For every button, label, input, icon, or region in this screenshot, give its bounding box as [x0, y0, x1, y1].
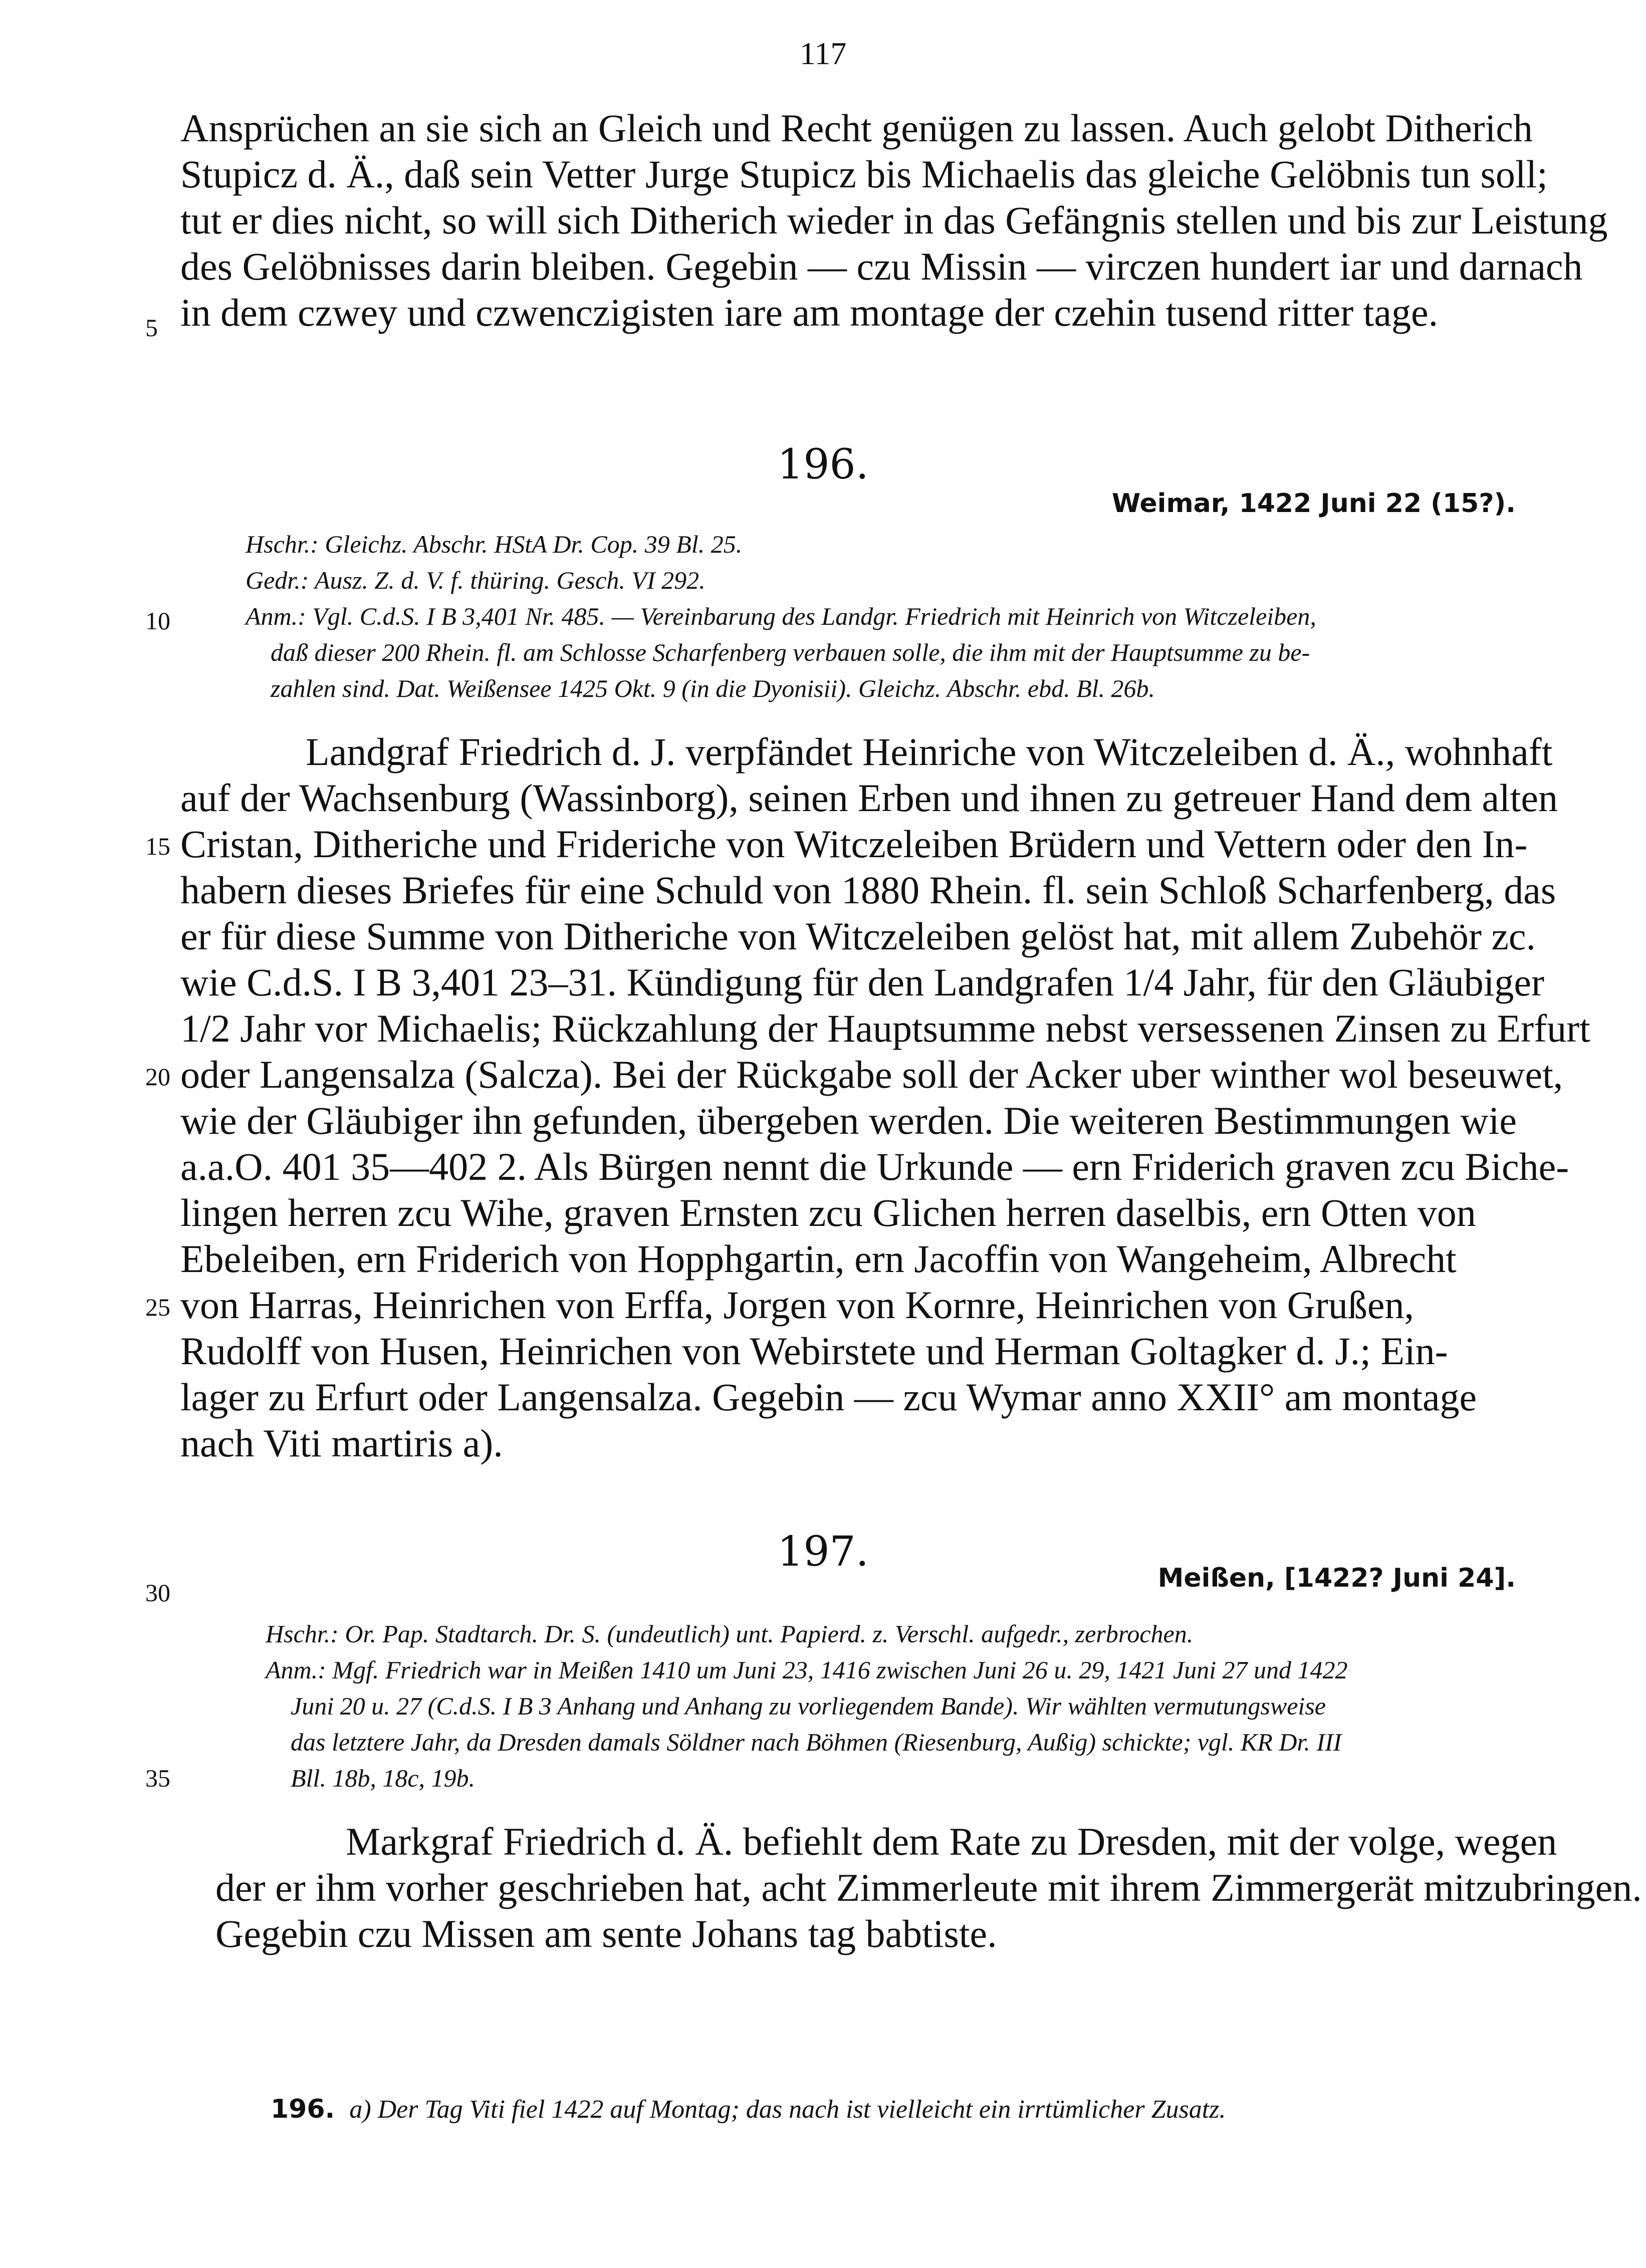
text-line: lager zu Erfurt oder Langensalza. Gegebin — zcu Wymar anno XXII° am montage: [180, 1375, 1477, 1419]
text-line: nach Viti martiris a).: [180, 1421, 503, 1465]
note-line: daß dieser 200 Rhein. fl. am Schlosse Scharfenberg verbauen solle, die ihm mit der Hauptsumme zu be-: [271, 638, 1310, 666]
text-line: Cristan, Ditheriche und Frideriche von Witczeleiben Brüdern und Vettern oder den In-: [180, 822, 1528, 866]
text-line: der er ihm vorher geschrieben hat, acht Zimmerleute mit ihrem Zimmergerät mitzubringen.: [215, 1866, 1642, 1909]
note-line: Gedr.: Ausz. Z. d. V. f. thüring. Gesch. VI 292.: [246, 566, 706, 594]
document-number: 197.: [777, 1528, 869, 1576]
note-line: Bll. 18b, 18c, 19b.: [291, 1764, 476, 1792]
footnote-reference: 196.: [271, 2094, 335, 2124]
text-line: Ansprüchen an sie sich an Gleich und Recht genügen zu lassen. Auch gelobt Ditherich: [180, 106, 1533, 150]
document-place-date: Weimar, 1422 Juni 22 (15?).: [1111, 488, 1516, 519]
note-line: Hschr.: Or. Pap. Stadtarch. Dr. S. (undeutlich) unt. Papierd. z. Verschl. aufgedr., zerbrochen.: [266, 1620, 1194, 1648]
text-line: a.a.O. 401 35—402 2. Als Bürgen nennt die Urkunde — ern Friderich graven zcu Biche-: [180, 1145, 1569, 1188]
note-line: Juni 20 u. 27 (C.d.S. I B 3 Anhang und Anhang zu vorliegendem Bande). Wir wählten vermutungsweise: [291, 1692, 1326, 1720]
text-line: oder Langensalza (Salcza). Bei der Rückgabe soll der Acker uber winther wol beseuwet,: [180, 1053, 1563, 1096]
text-line: lingen herren zcu Wihe, graven Ernsten zcu Glichen herren daselbis, ern Otten von: [180, 1191, 1476, 1234]
page-number: 117: [799, 36, 847, 71]
document-regest: [180, 729, 1590, 1466]
document-regest: [215, 1819, 1642, 1957]
document-notes: [246, 526, 1528, 706]
text-line: Landgraf Friedrich d. J. verpfändet Heinriche von Witczeleiben d. Ä., wohnhaft: [306, 730, 1553, 774]
text-line: des Gelöbnisses darin bleiben. Gegebin — czu Missin — virczen hundert iar und darnach: [180, 244, 1583, 288]
line-number: 25: [145, 1293, 170, 1321]
text-line: Ebeleiben, ern Friderich von Hopphgartin, ern Jacoffin von Wangeheim, Albrecht: [180, 1237, 1457, 1281]
text-line: tut er dies nicht, so will sich Ditherich wieder in das Gefängnis stellen und bis zur Leistung: [180, 198, 1608, 242]
text-line: 1/2 Jahr vor Michaelis; Rückzahlung der Hauptsumme nebst versessenen Zinsen zu Erfurt: [180, 1006, 1590, 1050]
document-notes: [266, 1616, 1538, 1796]
text-line: auf der Wachsenburg (Wassinborg), seinen Erben und ihnen zu getreuer Hand dem alten: [180, 776, 1558, 820]
document-place-date: Meißen, [1422? Juni 24].: [1157, 1563, 1516, 1593]
note-line: Hschr.: Gleichz. Abschr. HStA Dr. Cop. 39 Bl. 25.: [246, 530, 743, 558]
footnote-text: a) Der Tag Viti fiel 1422 auf Montag; das nach ist vielleicht ein irrtümlicher Zusatz.: [349, 2095, 1226, 2124]
line-number: 30: [145, 1579, 170, 1607]
text-line: Markgraf Friedrich d. Ä. befiehlt dem Rate zu Dresden, mit der volge, wegen: [346, 1820, 1557, 1863]
text-line: habern dieses Briefes für eine Schuld von 1880 Rhein. fl. sein Schloß Scharfenberg, das: [180, 868, 1556, 912]
text-line: wie der Gläubiger ihn gefunden, übergeben werden. Die weiteren Bestimmungen wie: [180, 1099, 1517, 1142]
text-line: von Harras, Heinrichen von Erffa, Jorgen von Kornre, Heinrichen von Grußen,: [180, 1283, 1415, 1327]
line-number: 20: [145, 1063, 170, 1091]
document-number: 196.: [777, 441, 869, 488]
note-line: das letztere Jahr, da Dresden damals Söldner nach Böhmen (Riesenburg, Außig) schickte; vgl. KR Dr. III: [291, 1728, 1342, 1756]
note-line: Anm.: Vgl. C.d.S. I B 3,401 Nr. 485. — Vereinbarung des Landgr. Friedrich mit Heinrich von Witczeleiben,: [246, 602, 1316, 630]
line-number: 35: [145, 1764, 170, 1792]
intro-paragraph: [180, 105, 1608, 336]
text-line: wie C.d.S. I B 3,401 23–31. Kündigung für den Landgrafen 1/4 Jahr, für den Gläubiger: [180, 960, 1545, 1004]
text-line: Rudolff von Husen, Heinrichen von Webirstete und Herman Goltagker d. J.; Ein-: [180, 1329, 1448, 1373]
note-line: zahlen sind. Dat. Weißensee 1425 Okt. 9 (in die Dyonisii). Gleichz. Abschr. ebd. Bl. 26b.: [271, 674, 1155, 702]
footnote: [271, 2094, 1226, 2124]
note-line: Anm.: Mgf. Friedrich war in Meißen 1410 um Juni 23, 1416 zwischen Juni 26 u. 29, 1421 Juni 27 und 1422: [266, 1656, 1348, 1684]
text-line: Stupicz d. Ä., daß sein Vetter Jurge Stupicz bis Michaelis das gleiche Gelöbnis tun soll;: [180, 152, 1548, 196]
line-number: 15: [145, 832, 170, 860]
text-line: in dem czwey und czwenczigisten iare am montage der czehin tusend ritter tage.: [180, 291, 1439, 334]
line-number: 5: [145, 314, 158, 342]
text-line: Gegebin czu Missen am sente Johans tag babtiste.: [215, 1912, 997, 1955]
text-line: er für diese Summe von Ditheriche von Witczeleiben gelöst hat, mit allem Zubehör zc.: [180, 914, 1536, 958]
line-number: 10: [145, 607, 170, 635]
